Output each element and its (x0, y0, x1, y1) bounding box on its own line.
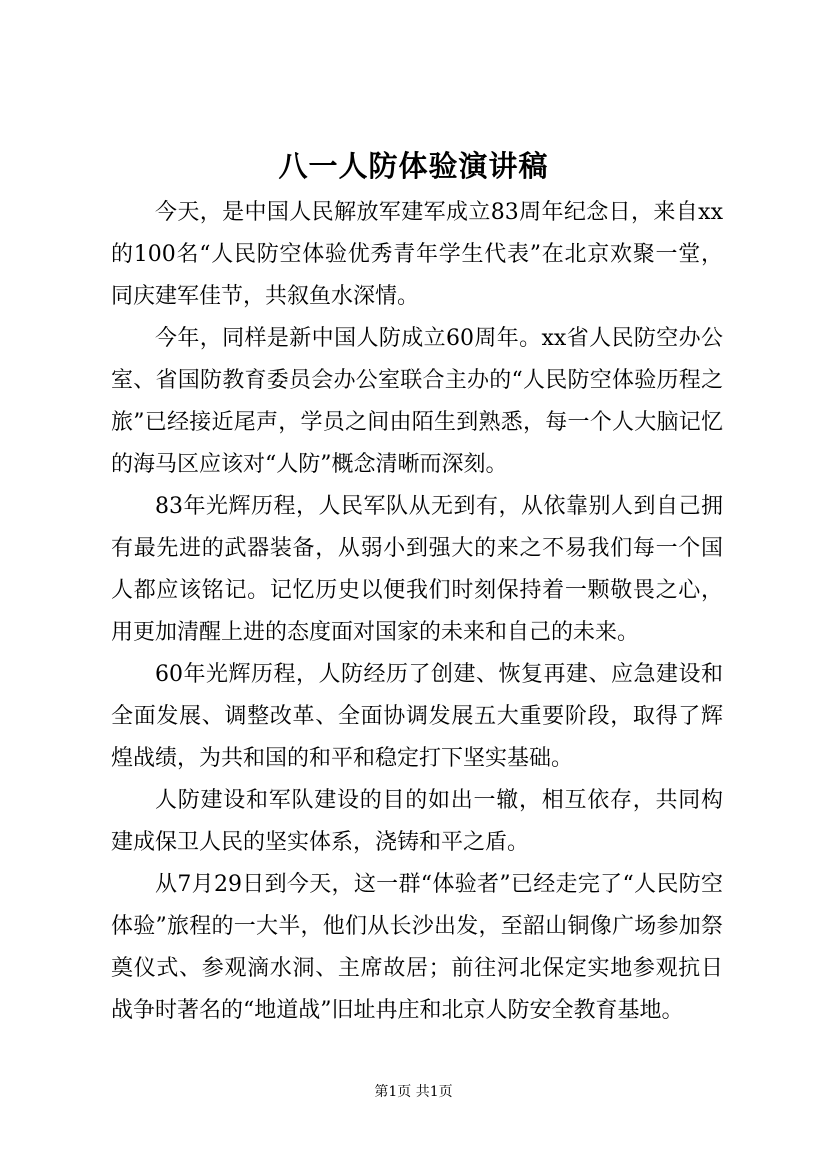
paragraph-4: 60年光辉历程，人防经历了创建、恢复再建、应急建设和全面发展、调整改革、全面协调发展五大重要阶段，取得了辉煌战绩，为共和国的和平和稳定打下坚实基础。 (111, 662, 723, 771)
document-body (111, 192, 723, 1032)
document-title: 八一人防体验演讲稿 (278, 149, 549, 183)
paragraph-6: 从7月29日到今天，这一群“体验者”已经走完了“人民防空体验”旅程的一大半，他们从长沙出发，至韶山铜像广场参加祭奠仪式、参观滴水洞、主席故居；前往河北保定实地参观抗日战争时著名的“地道战”旧址冉庄和北京人防安全教育基地。 (111, 872, 723, 1023)
paragraph-3: 83年光辉历程，人民军队从无到有，从依靠别人到自己拥有最先进的武器装备，从弱小到强大的来之不易我们每一个国人都应该铭记。记忆历史以便我们时刻保持着一颗敬畏之心，用更加清醒上进的态度面对国家的未来和自己的未来。 (111, 494, 723, 645)
page-number-footer: 第1页 共1页 (374, 1084, 453, 1100)
paragraph-5: 人防建设和军队建设的目的如出一辙，相互依存，共同构建成保卫人民的坚实体系，浇铸和平之盾。 (111, 788, 723, 855)
paragraph-1: 今天，是中国人民解放军建军成立83周年纪念日，来自xx的100名“人民防空体验优秀青年学生代表”在北京欢聚一堂，同庆建军佳节，共叙鱼水深情。 (111, 200, 723, 309)
paragraph-2: 今年，同样是新中国人防成立60周年。xx省人民防空办公室、省国防教育委员会办公室联合主办的“人民防空体验历程之旅”已经接近尾声，学员之间由陌生到熟悉，每一个人大脑记忆的海马区应该对“人防”概念清晰而深刻。 (111, 326, 723, 477)
